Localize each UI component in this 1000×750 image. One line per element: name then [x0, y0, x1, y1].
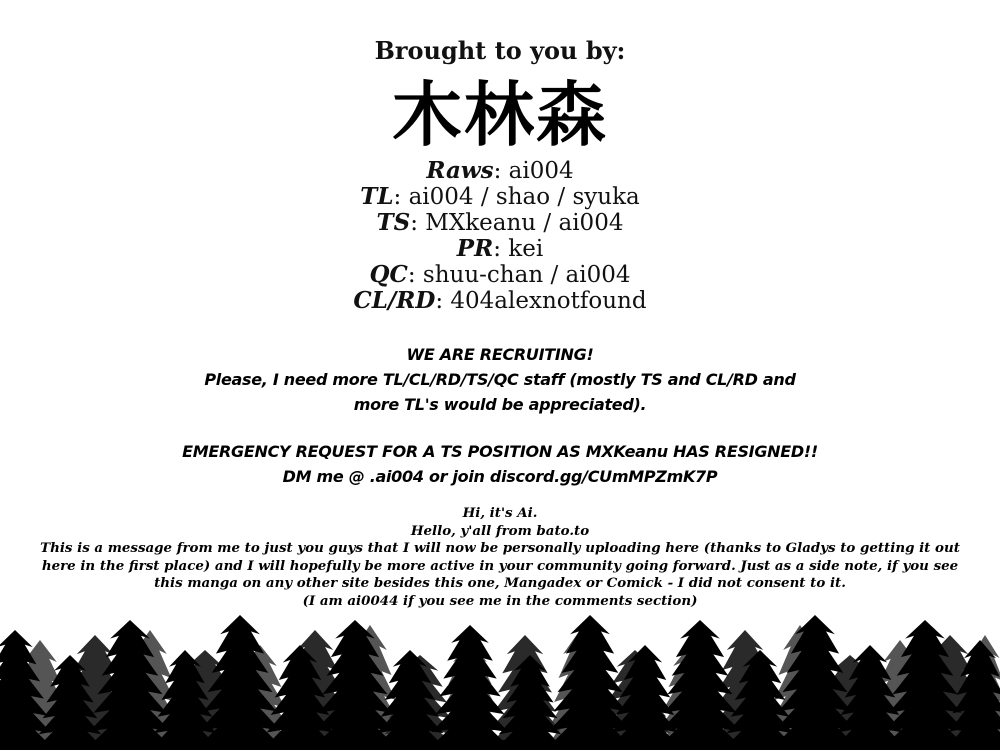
credit-qc — [0, 262, 1000, 288]
forest-ground — [0, 740, 1000, 750]
credit-names: : 404alexnotfound — [435, 288, 647, 314]
recruit-title: WE ARE RECRUITING! — [406, 345, 594, 364]
personal-message — [0, 505, 1000, 610]
credit-role: TS — [376, 209, 411, 236]
recruit-line-1: Please, I need more TL/CL/RD/TS/QC staff (mostly TS and CL/RD and — [204, 370, 796, 389]
message-line: here in the first place) and I will hopefully be more active in your community going forward. Just as a side note, if you see — [41, 557, 959, 574]
credit-role: QC — [369, 261, 408, 288]
message-line: Hi, it's Ai. — [462, 505, 538, 521]
credit-names: : shuu-chan / ai004 — [407, 262, 631, 288]
credit-role: TL — [360, 183, 394, 210]
recruit-line-2: more TL's would be appreciated). — [353, 395, 647, 414]
pine-forest-silhouette — [0, 600, 1000, 750]
page-heading: Brought to you by: — [374, 36, 626, 65]
message-line: Hello, y'all from bato.to — [410, 522, 590, 539]
recruit-spacer — [0, 417, 1000, 439]
group-logo: 木林森 — [392, 74, 608, 156]
credit-raws — [0, 158, 1000, 184]
message-line: This is a message from me to just you guys that I will now be personally uploading here (thanks to Gladys to getting it out — [40, 540, 960, 556]
credit-role: Raws — [426, 157, 494, 184]
message-line: this manga on any other site besides this one, Mangadex or Comick - I did not consent to it. — [154, 575, 846, 591]
credit-names: : MXkeanu / ai004 — [410, 210, 624, 236]
contact-line: DM me @ .ai004 or join discord.gg/CUmMPZmK7P — [282, 467, 718, 486]
recruitment-notice — [0, 342, 1000, 489]
credit-names: : kei — [493, 236, 544, 262]
credit-pr — [0, 236, 1000, 262]
credit-role: PR — [456, 235, 494, 262]
credit-names: : ai004 / shao / syuka — [393, 184, 640, 210]
credit-tl — [0, 184, 1000, 210]
credit-role: CL/RD — [353, 287, 436, 314]
credit-ts — [0, 210, 1000, 236]
credits-list — [0, 158, 1000, 314]
emergency-request: EMERGENCY REQUEST FOR A TS POSITION AS MXKeanu HAS RESIGNED!! — [182, 442, 818, 461]
credit-names: : ai004 — [493, 158, 574, 184]
credit-clrd — [0, 288, 1000, 314]
message-line: (I am ai0044 if you see me in the comments section) — [302, 592, 698, 609]
